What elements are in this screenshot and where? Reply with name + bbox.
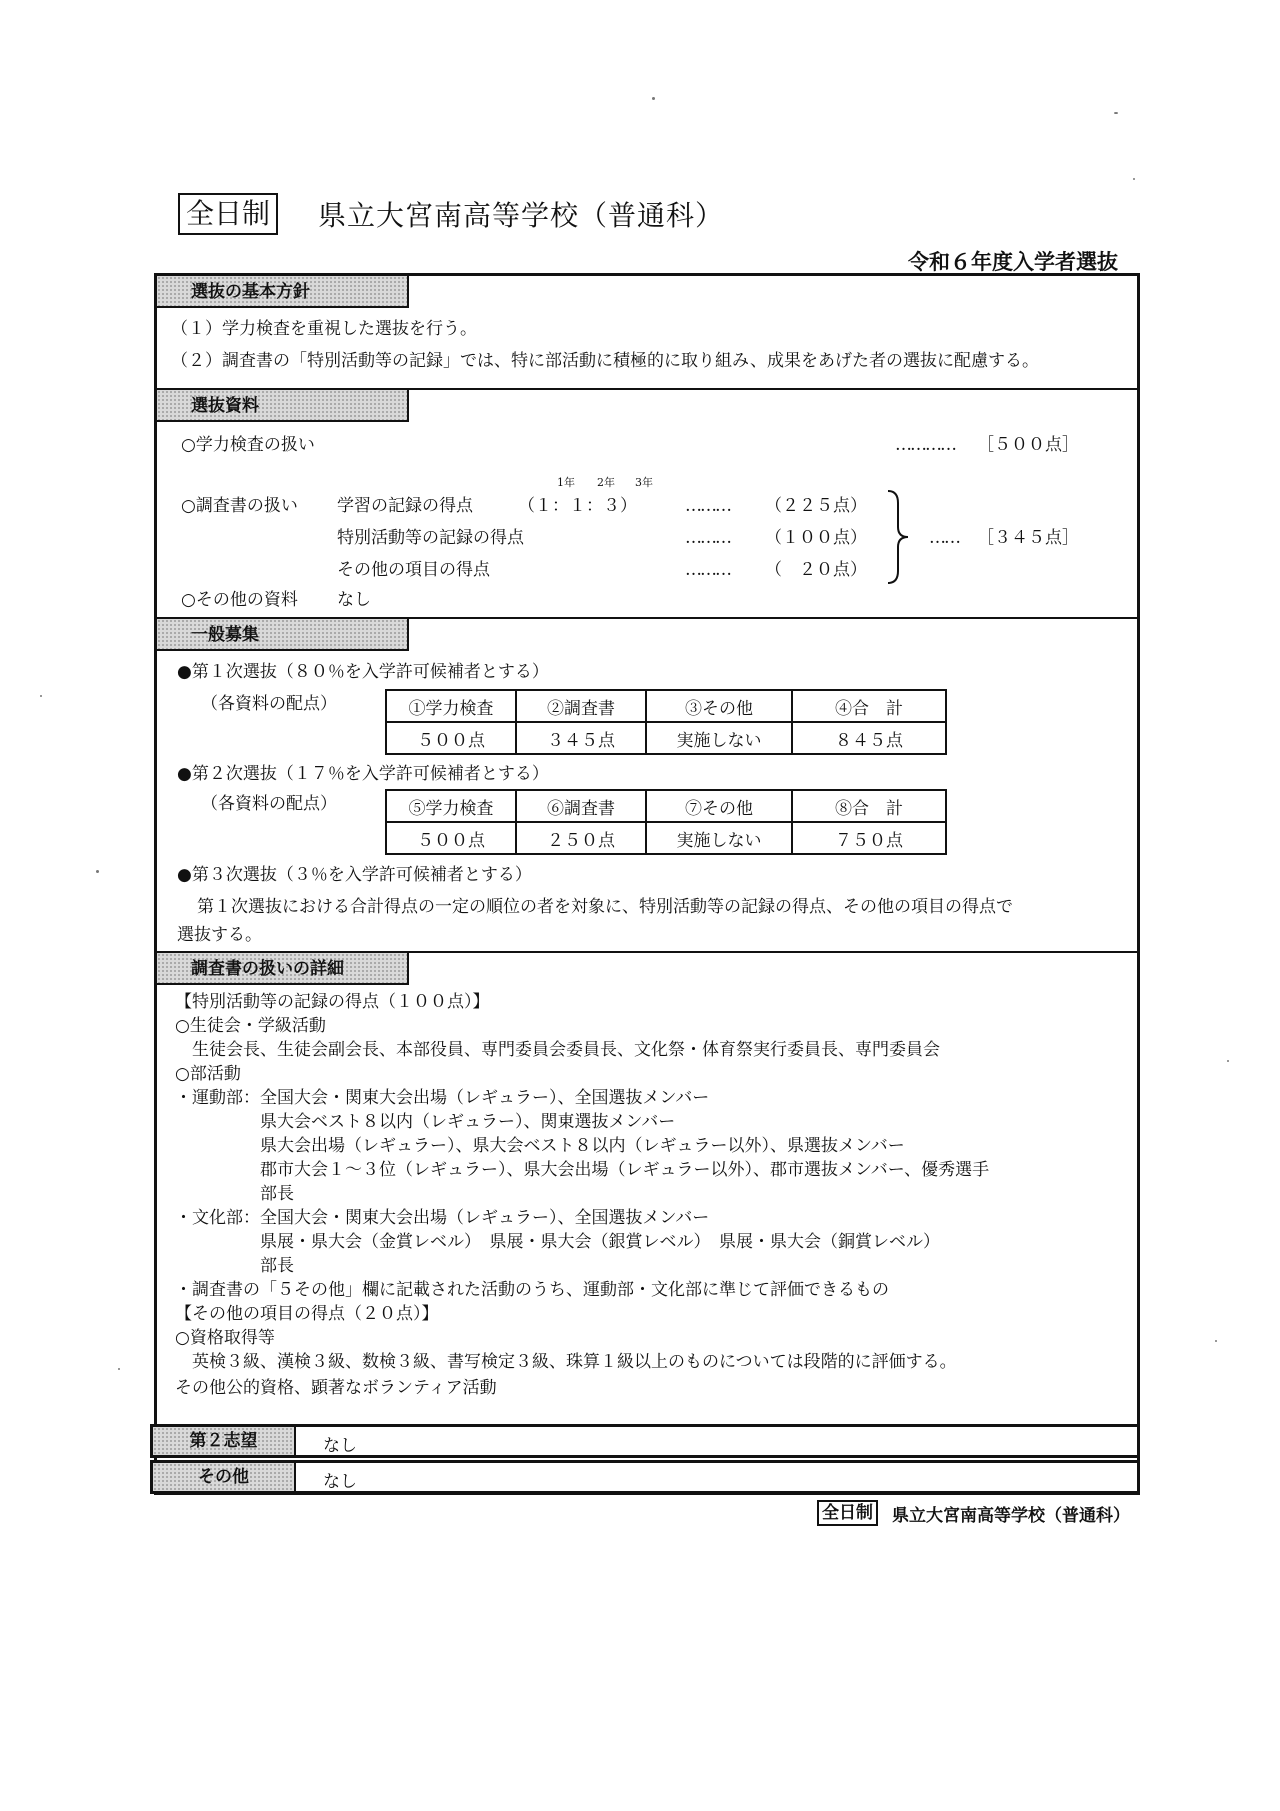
table-header-cell: ①学力検査 <box>386 690 516 722</box>
detail-line: ・文化部：全国大会・関東大会出場（レギュラー）、全国選抜メンバー <box>175 1208 710 1228</box>
gakuryoku-label: ○学力検査の扱い <box>181 435 315 455</box>
scan-speck <box>96 870 99 873</box>
grade-1-label: 1年 <box>557 476 575 489</box>
table-cell: ５００点 <box>386 722 516 754</box>
gakuryoku-points: ［５００点］ <box>977 435 1079 455</box>
others-value: なし <box>323 1472 357 1492</box>
detail-line: 県大会出場（レギュラー）、県大会ベスト８以内（レギュラー以外）、県選抜メンバー <box>175 1136 905 1156</box>
scan-speck <box>1133 178 1135 180</box>
detail-line: その他公的資格、顕著なボランティア活動 <box>175 1378 497 1398</box>
section-label: 一般募集 <box>157 619 409 651</box>
second-choice-value: なし <box>323 1436 357 1456</box>
table-cell: ７５０点 <box>792 822 946 854</box>
others-row <box>150 1460 1140 1494</box>
section-details <box>157 951 1137 1419</box>
third-selection-desc: 第１次選抜における合計得点の一定の順位の者を対象に、特別活動等の記録の得点、その他の項目の得点で <box>197 897 1013 917</box>
detail-line: ○生徒会・学級活動 <box>175 1016 326 1036</box>
table-cell: ３４５点 <box>516 722 646 754</box>
detail-line: 生徒会長、生徒会副会長、本部役員、専門委員会委員長、文化祭・体育祭実行委員長、専門委員会 <box>175 1040 940 1060</box>
section-general <box>157 617 1137 953</box>
detail-line: ○部活動 <box>175 1064 241 1084</box>
table-cell: ５００点 <box>386 822 516 854</box>
scan-speck <box>1114 112 1118 114</box>
exam-year: 令和６年度入学者選抜 <box>908 250 1118 274</box>
section-label: 選抜の基本方針 <box>157 276 409 308</box>
table-header-cell: ⑧合 計 <box>792 790 946 822</box>
allocation-label: （各資料の配点） <box>201 694 337 714</box>
other-items-label: その他の項目の得点 <box>337 560 490 580</box>
scan-speck <box>652 97 655 100</box>
learning-record-points: （２２５点） <box>765 496 867 516</box>
other-materials-value: なし <box>337 590 371 610</box>
grade-3-label: 3年 <box>635 476 653 489</box>
scan-speck <box>118 1368 120 1370</box>
table-header-cell: ⑥調査書 <box>516 790 646 822</box>
table-header-cell: ②調査書 <box>516 690 646 722</box>
table-header-cell: ④合 計 <box>792 690 946 722</box>
detail-line: 部長 <box>175 1184 294 1204</box>
detail-line: 郡市大会１～３位（レギュラー）、県大会出場（レギュラー以外）、郡市選抜メンバー、優秀選手 <box>175 1160 990 1180</box>
other-items-points: （ ２０点） <box>765 560 867 580</box>
school-name: 県立大宮南高等学校（普通科） <box>318 199 725 232</box>
section-materials <box>157 388 1137 619</box>
table-cell: ８４５点 <box>792 722 946 754</box>
policy-line-1: （１）学力検査を重視した選抜を行う。 <box>171 319 477 339</box>
special-activity-label: 特別活動等の記録の得点 <box>337 528 524 548</box>
table-header-cell: ③その他 <box>646 690 792 722</box>
section-label: 選抜資料 <box>157 390 409 422</box>
table-header-cell: ⑤学力検査 <box>386 790 516 822</box>
table-cell: ２５０点 <box>516 822 646 854</box>
grade-ratio: （１：１：３） <box>518 496 637 516</box>
scan-speck <box>1227 1060 1229 1062</box>
learning-record-label: 学習の記録の得点 <box>337 496 473 516</box>
detail-line: 【特別活動等の記録の得点（１００点）】 <box>175 992 490 1012</box>
first-selection-title: ●第１次選抜（８０％を入学許可候補者とする） <box>177 662 549 682</box>
first-selection-table <box>385 689 947 755</box>
footer-school-name: 県立大宮南高等学校（普通科） <box>892 1505 1130 1526</box>
leader-dots: …… <box>929 528 959 548</box>
brace-icon <box>884 489 914 585</box>
second-selection-title: ●第２次選抜（１７％を入学許可候補者とする） <box>177 764 549 784</box>
section-label: 調査書の扱いの詳細 <box>157 953 409 985</box>
second-selection-table <box>385 789 947 855</box>
second-choice-row <box>150 1424 1140 1458</box>
second-choice-label: 第２志望 <box>153 1427 296 1455</box>
chousa-label: ○調査書の扱い <box>181 496 298 516</box>
allocation-label: （各資料の配点） <box>201 794 337 814</box>
detail-line: ・調査書の「５その他」欄に記載された活動のうち、運動部・文化部に準じて評価できるもの <box>175 1280 889 1300</box>
third-selection-title: ●第３次選抜（３％を入学許可候補者とする） <box>177 865 532 885</box>
leader-dots: ………… <box>895 435 955 455</box>
special-activity-points: （１００点） <box>765 528 867 548</box>
document-header <box>178 193 724 235</box>
third-selection-desc-cont: 選抜する。 <box>177 925 262 945</box>
detail-line: 英検３級、漢検３級、数検３級、書写検定３級、珠算１級以上のものについては段階的に評価する。 <box>175 1352 957 1372</box>
detail-line: 【その他の項目の得点（２０点）】 <box>175 1304 439 1324</box>
other-materials-label: ○その他の資料 <box>181 590 298 610</box>
course-type-box: 全日制 <box>178 193 278 235</box>
detail-line: 県展・県大会（金賞レベル） 県展・県大会（銀賞レベル） 県展・県大会（銅賞レベル） <box>175 1232 940 1252</box>
chousa-total-points: ［３４５点］ <box>977 528 1079 548</box>
leader-dots: ……… <box>685 528 730 548</box>
policy-line-2: （２）調査書の「特別活動等の記録」では、特に部活動に積極的に取り組み、成果をあげた者の選抜に配慮する。 <box>171 351 1040 371</box>
grade-2-label: 2年 <box>597 476 615 489</box>
detail-line: ○資格取得等 <box>175 1328 275 1348</box>
selection-frame <box>154 273 1140 1495</box>
detail-line: 部長 <box>175 1256 294 1276</box>
detail-line: ・運動部：全国大会・関東大会出場（レギュラー）、全国選抜メンバー <box>175 1088 710 1108</box>
footer-course-type-box: 全日制 <box>817 1500 878 1526</box>
table-cell: 実施しない <box>646 722 792 754</box>
document-footer <box>817 1500 1130 1526</box>
leader-dots: ……… <box>685 496 730 516</box>
scan-speck <box>40 695 42 697</box>
detail-line: 県大会ベスト８以内（レギュラー）、関東選抜メンバー <box>175 1112 676 1132</box>
table-header-cell: ⑦その他 <box>646 790 792 822</box>
leader-dots: ……… <box>685 560 730 580</box>
scan-speck <box>1215 1340 1217 1342</box>
table-cell: 実施しない <box>646 822 792 854</box>
section-policy <box>157 276 1137 388</box>
others-label: その他 <box>153 1463 296 1491</box>
